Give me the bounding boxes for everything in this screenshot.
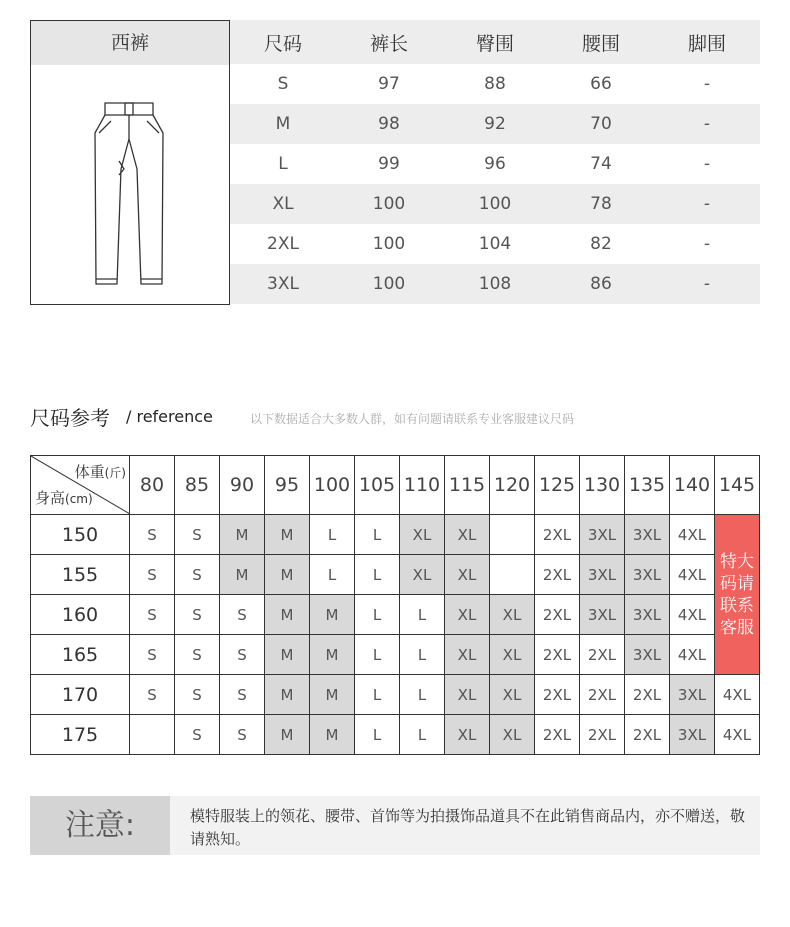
size-cell: S [220, 715, 265, 755]
size-cell: 3XL [580, 515, 625, 555]
size-cell: XL [490, 715, 535, 755]
weight-header: 90 [220, 456, 265, 515]
garment-name: 西裤 [31, 21, 229, 65]
size-cell: 3XL [580, 555, 625, 595]
table-cell: 82 [590, 234, 612, 254]
special-size-contact-cell: 特大码请联系客服 [715, 515, 760, 675]
size-cell: 2XL [625, 715, 670, 755]
weight-header: 130 [580, 456, 625, 515]
size-cell: S [130, 675, 175, 715]
weight-label: 体重 [74, 463, 105, 481]
table-cell: 100 [372, 274, 406, 294]
size-cell: L [310, 515, 355, 555]
table-cell: 66 [590, 74, 612, 94]
height-cell: 155 [31, 555, 130, 595]
size-cell: M [265, 635, 310, 675]
table-cell: S [277, 74, 289, 94]
table-cell: M [275, 114, 291, 134]
size-cell: 2XL [535, 715, 580, 755]
size-cell: XL [445, 555, 490, 595]
size-cell: S [175, 675, 220, 715]
table-cell: - [703, 114, 711, 134]
table-cell: 100 [372, 194, 406, 214]
table-cell: 99 [378, 154, 400, 174]
height-cell: 150 [31, 515, 130, 555]
weight-header: 120 [490, 456, 535, 515]
size-cell: 4XL [715, 675, 760, 715]
size-cell: 3XL [625, 635, 670, 675]
reference-heading [30, 402, 760, 432]
size-cell: 3XL [580, 595, 625, 635]
size-cell: M [265, 595, 310, 635]
size-cell: 2XL [535, 595, 580, 635]
size-cell: 2XL [535, 675, 580, 715]
size-cell: S [220, 675, 265, 715]
table-cell: 3XL [267, 274, 299, 294]
table-cell: 108 [478, 274, 512, 294]
weight-header: 125 [535, 456, 580, 515]
column-header: 裤长 [369, 32, 408, 55]
size-cell: M [310, 595, 355, 635]
notice-label: 注意: [30, 796, 170, 855]
reference-subtitle: / reference [126, 407, 213, 426]
size-cell: 2XL [580, 715, 625, 755]
size-reference-grid [30, 455, 760, 755]
size-cell: XL [445, 595, 490, 635]
size-cell: L [355, 635, 400, 675]
table-cell: - [703, 194, 711, 214]
reference-title: 尺码参考 [30, 406, 110, 430]
column-header: 臀围 [475, 32, 514, 55]
table-cell: - [703, 234, 711, 254]
weight-header: 85 [175, 456, 220, 515]
table-cell: - [703, 274, 711, 294]
size-cell: S [130, 595, 175, 635]
size-cell: M [265, 555, 310, 595]
column-header: 尺码 [263, 32, 302, 55]
size-cell: S [130, 515, 175, 555]
size-cell: S [175, 555, 220, 595]
reference-note: 以下数据适合大多数人群，如有问题请联系专业客服建议尺码 [250, 412, 575, 426]
size-cell: M [310, 715, 355, 755]
height-unit: (cm) [65, 492, 93, 506]
table-cell: - [703, 154, 711, 174]
table-cell: L [278, 154, 288, 174]
size-cell: L [400, 675, 445, 715]
table-cell: 97 [378, 74, 400, 94]
table-cell: 70 [590, 114, 612, 134]
column-header: 腰围 [581, 32, 620, 55]
size-cell: 2XL [535, 515, 580, 555]
size-cell: M [220, 515, 265, 555]
weight-header: 140 [670, 456, 715, 515]
size-cell: M [265, 515, 310, 555]
table-row [230, 264, 760, 304]
size-cell: 3XL [625, 555, 670, 595]
size-cell: L [400, 715, 445, 755]
size-cell: 3XL [625, 515, 670, 555]
height-axis-label [35, 487, 93, 508]
table-cell: - [703, 74, 711, 94]
table-cell: 86 [590, 274, 612, 294]
size-cell: S [220, 595, 265, 635]
size-cell: M [265, 715, 310, 755]
size-cell: S [130, 555, 175, 595]
size-cell: 4XL [715, 715, 760, 755]
weight-header: 145 [715, 456, 760, 515]
corner-header-cell [31, 456, 130, 515]
size-cell: 4XL [670, 595, 715, 635]
table-cell: 92 [484, 114, 506, 134]
table-row [230, 184, 760, 224]
weight-header: 80 [130, 456, 175, 515]
size-cell: 2XL [535, 635, 580, 675]
size-cell: 3XL [670, 715, 715, 755]
table-row [31, 635, 760, 675]
table-cell: 78 [590, 194, 612, 214]
size-cell: 2XL [580, 635, 625, 675]
size-cell: 2XL [580, 675, 625, 715]
table-cell: 96 [484, 154, 506, 174]
table-cell: 88 [484, 74, 506, 94]
size-cell: 2XL [625, 675, 670, 715]
size-cell: 2XL [535, 555, 580, 595]
table-row [31, 595, 760, 635]
size-cell: XL [490, 675, 535, 715]
size-cell: 4XL [670, 555, 715, 595]
size-cell: L [355, 515, 400, 555]
table-row [31, 555, 760, 595]
weight-header: 115 [445, 456, 490, 515]
table-row [230, 104, 760, 144]
garment-size-table [230, 20, 760, 304]
table-row [230, 144, 760, 184]
table-cell: 2XL [267, 234, 299, 254]
height-cell: 175 [31, 715, 130, 755]
size-cell: L [355, 675, 400, 715]
table-row [31, 515, 760, 555]
trousers-icon [91, 99, 169, 294]
table-cell: 100 [372, 234, 406, 254]
size-cell: XL [400, 555, 445, 595]
table-cell: 104 [478, 234, 512, 254]
size-cell: S [175, 635, 220, 675]
size-cell: L [400, 635, 445, 675]
size-cell [130, 715, 175, 755]
garment-illustration-box [30, 20, 230, 305]
size-cell [490, 515, 535, 555]
size-cell: S [175, 595, 220, 635]
size-cell: XL [445, 675, 490, 715]
size-cell [490, 555, 535, 595]
weight-header: 95 [265, 456, 310, 515]
notice-banner [30, 796, 760, 855]
table-row [230, 224, 760, 264]
size-cell: XL [445, 635, 490, 675]
height-cell: 170 [31, 675, 130, 715]
table-cell: XL [272, 194, 294, 214]
notice-text: 模特服装上的领花、腰带、首饰等为拍摄饰品道具不在此销售商品内，亦不赠送，敬请熟知。 [190, 807, 746, 848]
size-cell: XL [400, 515, 445, 555]
size-cell: M [220, 555, 265, 595]
size-cell: S [175, 715, 220, 755]
size-cell: XL [490, 635, 535, 675]
size-cell: L [355, 555, 400, 595]
size-cell: XL [445, 515, 490, 555]
size-cell: S [220, 635, 265, 675]
size-cell: XL [445, 715, 490, 755]
size-cell: S [175, 515, 220, 555]
table-row [31, 715, 760, 755]
size-cell: 4XL [670, 515, 715, 555]
weight-header-row [31, 456, 760, 515]
size-cell: L [310, 555, 355, 595]
height-cell: 165 [31, 635, 130, 675]
weight-header: 135 [625, 456, 670, 515]
weight-axis-label [75, 461, 126, 482]
weight-header: 100 [310, 456, 355, 515]
table-row [230, 64, 760, 104]
size-table-header-row [230, 20, 760, 64]
size-cell: M [310, 635, 355, 675]
table-cell: 74 [590, 154, 612, 174]
height-label: 身高 [35, 489, 66, 507]
size-cell: M [310, 675, 355, 715]
table-cell: 100 [478, 194, 512, 214]
weight-header: 105 [355, 456, 400, 515]
size-cell: L [355, 595, 400, 635]
size-cell: 4XL [670, 635, 715, 675]
size-cell: XL [490, 595, 535, 635]
column-header: 脚围 [687, 32, 726, 55]
weight-unit: (斤) [104, 466, 126, 480]
size-cell: S [130, 635, 175, 675]
weight-header: 110 [400, 456, 445, 515]
garment-size-section [30, 20, 760, 305]
size-cell: L [355, 715, 400, 755]
table-cell: 98 [378, 114, 400, 134]
height-cell: 160 [31, 595, 130, 635]
size-cell: 3XL [670, 675, 715, 715]
size-cell: M [265, 675, 310, 715]
size-cell: L [400, 595, 445, 635]
table-row [31, 675, 760, 715]
size-cell: 3XL [625, 595, 670, 635]
